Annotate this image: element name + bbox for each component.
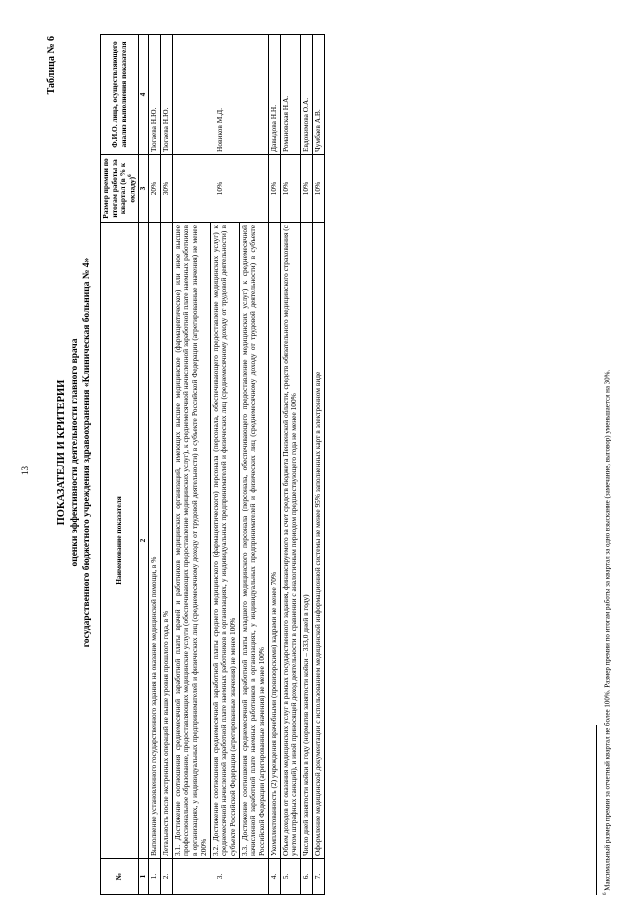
row-bonus: 10% [172, 155, 268, 223]
footnote-divider [596, 725, 597, 895]
row-indicator: Оформление медицинской документации с использованием медицинской информационной системы не менее 95% заполненных карт в электронном виде [312, 223, 324, 859]
page-number: 13 [20, 466, 30, 475]
table-row [312, 35, 324, 895]
table-row [160, 35, 172, 895]
row-bonus: 10% [280, 155, 300, 223]
table-row [149, 35, 161, 895]
row-bonus: 30% [160, 155, 172, 223]
document-subtitle: оценки эффективности деятельности главного врача [70, 338, 80, 567]
row-bonus: 10% [268, 155, 280, 223]
table-label: Таблица № 6 [46, 36, 57, 95]
col-number: 4 [139, 35, 149, 155]
row-bonus: 10% [312, 155, 324, 223]
row-number: 4. [268, 859, 280, 895]
row-subindicator: 3.2. Достижение соотношения среднемесячной заработной платы среднего медицинского (фармацевтического) персонала (персонала, обеспечивающего предоставление медицинских услуг) к среднемесячной начисленной заработной плате наемных работников в организациях, у индивидуальных предпринимателей и физических лиц (среднемесячному доходу от трудовой деятельности) в субъекте Российской Федерации (агрегированные значения) не менее 100% [210, 223, 239, 859]
row-person: Тюгаева Н.Ю. [160, 35, 172, 155]
row-person: Новиков М.Д. [172, 35, 268, 155]
row-number: 3. [172, 859, 268, 895]
row-indicator: Укомплектованность (2) учреждения врачебными (провизорскими) кадрами не менее 70% [268, 223, 280, 859]
footnote [603, 370, 611, 895]
row-subindicator: 3.1. Достижение соотношения среднемесячной заработной платы врачей и работников медицинских организаций, имеющих высшее медицинское (фармацевтическое) или иное высшее профессиональное образование, предоставляющих медицинские услуги (обеспечивающих предоставление медицинских услуг), к среднемесячной начисленной заработной плате наемных работников в организациях, у индивидуальных предпринимателей и физических лиц (среднемесячному доходу от трудовой деятельности) в субъекте Российской Федерации (агрегированные значения) не менее 200% [172, 223, 210, 859]
col-number: 1 [139, 859, 149, 895]
footnote-mark: 6 [603, 892, 608, 895]
table-row [280, 35, 300, 895]
row-person: Тюгаева Н.Ю. [149, 35, 161, 155]
document-title: ПОКАЗАТЕЛИ И КРИТЕРИИ [56, 379, 67, 526]
row-indicator: Объем доходов от оказания медицинских услуг в рамках государственного задания, финансируемого за счет средств бюджета Пензенской области, средств обязательного медицинского страхования (с учетом штрафных санкций), и иной приносящей доход деятельности в сравнении с аналогичным периодом предшествующего года не менее 100% [280, 223, 300, 859]
row-person: Романовская Н.А. [280, 35, 300, 155]
table-header-row [101, 35, 139, 895]
row-person: Евдокимова О.А. [301, 35, 313, 155]
row-person: Чумбаев А.В. [312, 35, 324, 155]
row-indicator: Выполнение установленного государственного задания на оказание медицинской помощи, в % [149, 223, 161, 859]
row-indicator: Число дней занятости койки в году (норматив занятости койки – 333,0 дней в году) [301, 223, 313, 859]
header-name: Наименование показателя [101, 223, 139, 859]
row-number: 2. [160, 859, 172, 895]
header-num: № [101, 859, 139, 895]
col-number: 2 [139, 223, 149, 859]
row-indicator: Летальность после экстренных операций не выше уровня прошлого года, в % [160, 223, 172, 859]
footnote-text: Максимальный размер премии за отчетный квартал не более 100%. Размер премии по итогам работы за квартал за одно взыскание (замечание, выговор) уменьшается на 30%. [603, 369, 612, 891]
row-number: 5. [280, 859, 300, 895]
row-number: 6. [301, 859, 313, 895]
col-number: 3 [139, 155, 149, 223]
row-person: Давыдова Н.Н. [268, 35, 280, 155]
document-institution: государственного бюджетного учреждения здравоохранения «Клиническая больница № 4» [82, 257, 92, 648]
row-bonus: 10% [301, 155, 313, 223]
row-bonus: 20% [149, 155, 161, 223]
row-number: 1. [149, 859, 161, 895]
table-row [301, 35, 313, 895]
header-person: Ф.И.О. лица, осуществляющего анализ выполнения показателя [101, 35, 139, 155]
indicators-table [100, 34, 325, 895]
table-row [268, 35, 280, 895]
header-bonus: Размер премии по итогам работы за квартал (в % к окладу)$^6$ [101, 155, 139, 223]
row-number: 7. [312, 859, 324, 895]
column-number-row [139, 35, 149, 895]
row-subindicator: 3.3. Достижение соотношения среднемесячной заработной платы младшего медицинского персонала (персонала, обеспечивающего предоставление медицинских услуг) к среднемесячной начисленной заработной плате наемных работников в организациях, у индивидуальных предпринимателей и физических лиц (среднемесячному доходу от трудовой деятельности) в субъекте Российской Федерации (агрегированные значения) не менее 100% [239, 223, 268, 859]
table-row [172, 35, 210, 895]
